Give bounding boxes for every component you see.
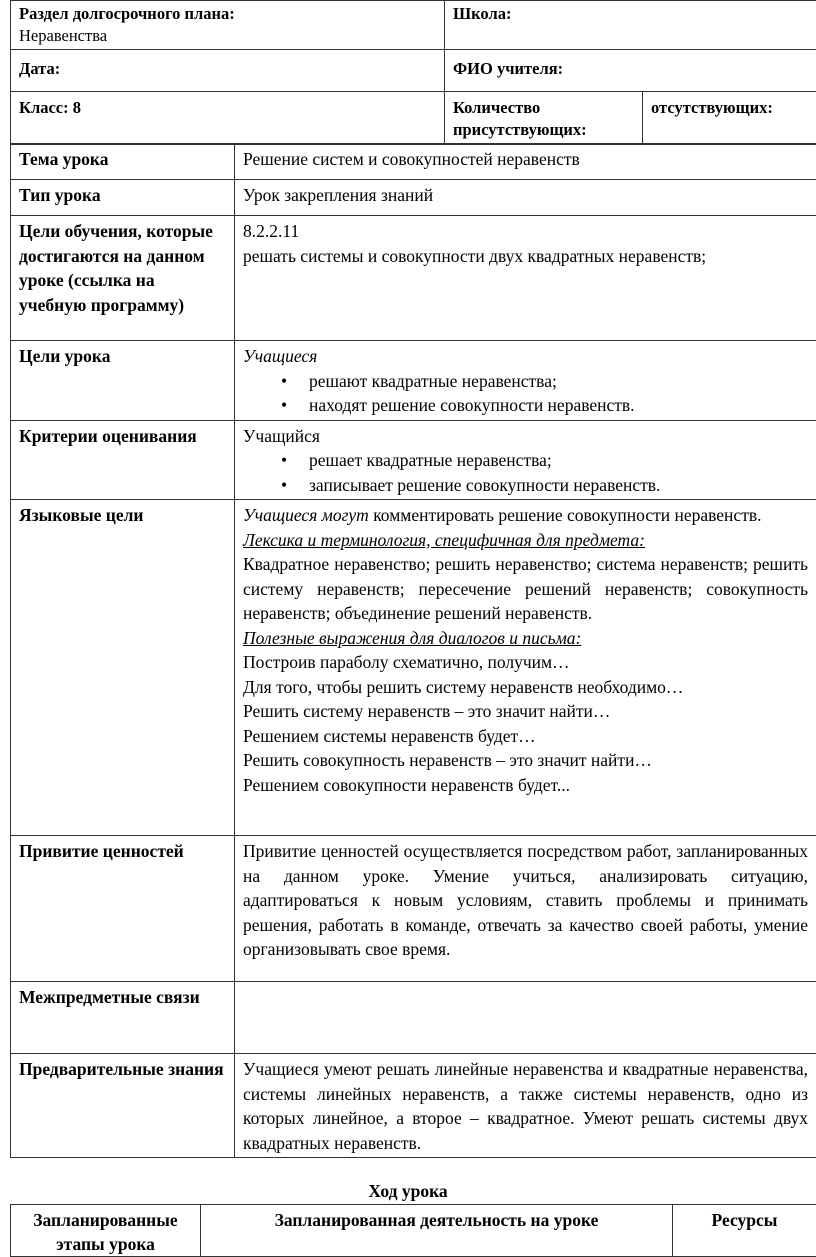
section-value: Неравенства [19, 26, 108, 45]
plan-col-activity: Запланированная деятельность на уроке [201, 1205, 673, 1257]
criteria-list [243, 448, 808, 497]
row-objectives [11, 216, 816, 341]
objectives-text: решать системы и совокупности двух квадратных неравенств; [243, 245, 707, 266]
phrase-line: Решением совокупности неравенств будет... [243, 774, 570, 795]
criteria-label: Критерии оценивания [11, 420, 235, 500]
goals-label: Цели урока [11, 341, 235, 421]
list-item: • решают квадратные неравенства; [309, 369, 808, 394]
topic-label: Тема урока [11, 144, 235, 180]
phrase-line: Решить совокупность неравенств – это значит найти… [243, 750, 652, 770]
list-item: • решает квадратные неравенства; [309, 448, 808, 473]
criteria-intro: Учащийся [243, 425, 320, 446]
interdisciplinary-value [235, 982, 816, 1054]
present-label-1: Количество [453, 98, 541, 117]
header-row-section [11, 1, 816, 50]
row-goals [11, 341, 816, 421]
class-label: Класс: 8 [11, 92, 445, 145]
phrase-line: Решить систему неравенств – это значит найти… [243, 701, 611, 721]
criteria-cell [235, 420, 816, 500]
lesson-table [10, 143, 816, 1158]
teacher-label: ФИО учителя: [445, 50, 816, 92]
section-label: Раздел долгосрочного плана: [19, 4, 235, 23]
objectives-code: 8.2.2.11 [243, 221, 300, 241]
topic-value: Решение систем и совокупностей неравенств [235, 144, 816, 180]
section-cell [11, 1, 445, 50]
students-can-rest: комментировать решение совокупности неравенств. [373, 505, 762, 525]
goals-intro: Учащиеся [243, 346, 318, 366]
goals-list [243, 369, 808, 418]
plan-col-stages: Запланированные этапы урока [11, 1205, 201, 1257]
objectives-label: Цели обучения, которые достигаются на данном уроке (ссылка на учебную программу) [11, 216, 235, 341]
language-label: Языковые цели [11, 500, 235, 836]
row-language [11, 500, 816, 836]
type-label: Тип урока [11, 180, 235, 216]
school-label: Школа: [445, 1, 816, 50]
type-value: Урок закрепления знаний [235, 180, 816, 216]
plan-header-row [11, 1205, 816, 1257]
plan-col-resources: Ресурсы [673, 1205, 816, 1257]
row-type [11, 180, 816, 216]
phrases-heading: Полезные выражения для диалогов и письма: [243, 627, 582, 648]
language-students-can [243, 503, 808, 528]
row-topic [11, 144, 816, 180]
plan-table [10, 1204, 816, 1257]
phrase-line: Построив параболу схематично, получим… [243, 652, 570, 672]
phrase-line: Для того, чтобы решить систему неравенств необходимо… [243, 676, 684, 697]
date-label: Дата: [11, 50, 445, 92]
row-interdisciplinary [11, 982, 816, 1054]
interdisciplinary-label: Межпредметные связи [11, 982, 235, 1054]
header-row-date [11, 50, 816, 92]
phrase-line: Решением системы неравенств будет… [243, 725, 536, 746]
present-cell [445, 92, 643, 145]
prior-text: Учащиеся умеют решать линейные неравенства и квадратные неравенства, системы линейных неравенств, а также системы неравенств, одно из которых линейное, а второе – квадратное. Умеют решать системы двух квадратных неравенств. [235, 1054, 816, 1158]
goals-cell [235, 341, 816, 421]
values-label: Привитие ценностей [11, 836, 235, 982]
absent-label: отсутствующих: [643, 92, 816, 145]
list-item: • записывает решение совокупности неравенств. [309, 473, 808, 498]
vocab-text: Квадратное неравенство; решить неравенство; система неравенств; решить систему неравенств; пересечение решений неравенств; совокупность неравенств; объединение решений неравенств. [243, 554, 808, 623]
header-row-class [11, 92, 816, 145]
language-cell [235, 500, 816, 836]
present-label-2: присутствующих: [453, 120, 587, 139]
row-values [11, 836, 816, 982]
row-criteria [11, 420, 816, 500]
row-prior [11, 1054, 816, 1158]
list-item: • находят решение совокупности неравенств. [309, 393, 808, 418]
lesson-progress-title: Ход урока [368, 1181, 448, 1201]
values-text: Привитие ценностей осуществляется посредством работ, запланированных на данном уроке. Умение учиться, анализировать ситуацию, адаптироваться к новым условиям, ставить проблемы и принимать решения, работать в команде, отвечать за качество своей работы, умение организовывать свое время. [235, 836, 816, 982]
objectives-cell [235, 216, 816, 341]
students-can-italic: Учащиеся могут [243, 505, 369, 525]
prior-label: Предварительные знания [11, 1054, 235, 1158]
header-table [10, 0, 816, 145]
vocab-heading: Лексика и терминология, специфичная для предмета: [243, 529, 645, 550]
